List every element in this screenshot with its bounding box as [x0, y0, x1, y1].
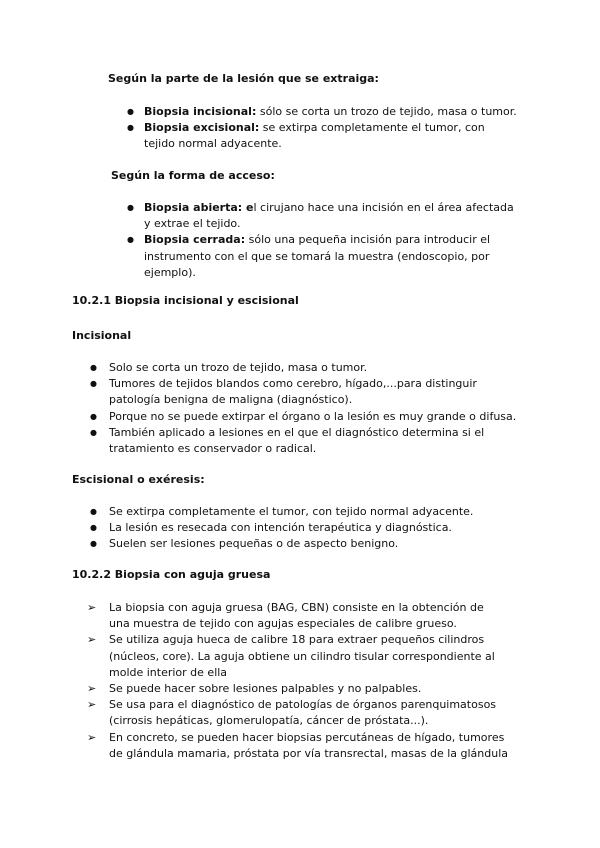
list-item: ● Solo se corta un trozo de tejido, masa o tumor. — [109, 360, 529, 376]
list-aguja-gruesa — [109, 600, 529, 762]
list-escisional — [109, 504, 529, 553]
list-item — [144, 104, 524, 120]
list-item — [144, 232, 492, 281]
list-item: ➢ Se puede hacer sobre lesiones palpables y no palpables. — [109, 681, 529, 697]
list-parte-lesion — [144, 104, 524, 153]
list-item: ➢ En concreto, se pueden hacer biopsias percutáneas de hígado, tumores de glándula mamaria, próstata por vía transrectal, masas de la glándula — [109, 730, 521, 762]
heading-forma-acceso: Según la forma de acceso: — [111, 169, 275, 182]
list-item — [144, 120, 514, 152]
definition: l cirujano hace una incisión en el área afectada y extrae el tejido. — [144, 201, 514, 231]
list-item: ➢ Se usa para el diagnóstico de patologías de órganos parenquimatosos (cirrosis hepáticas, glomerulopatía, cáncer de próstata...). — [109, 697, 509, 729]
term: Biopsia excisional: — [144, 121, 260, 135]
list-incisional — [109, 360, 529, 457]
list-item: ● Tumores de tejidos blandos como cerebro, hígado,...para distinguir patología benigna de maligna (diagnóstico). — [109, 376, 529, 408]
heading-10-2-1: 10.2.1 Biopsia incisional y escisional — [72, 294, 299, 307]
list-forma-acceso — [144, 200, 516, 281]
heading-incisional: Incisional — [72, 329, 132, 342]
list-item: ● Se extirpa completamente el tumor, con tejido normal adyacente. — [109, 504, 529, 520]
term: Biopsia abierta: e — [144, 201, 254, 214]
list-item: ➢ Se utiliza aguja hueca de calibre 18 para extraer pequeños cilindros (núcleos, core). La aguja obtiene un cilindro tisular correspondiente al molde interior de ella — [109, 632, 529, 681]
term: Biopsia incisional: — [144, 105, 257, 118]
heading-10-2-2: 10.2.2 Biopsia con aguja gruesa — [72, 568, 271, 581]
term: Biopsia cerrada: — [144, 233, 246, 247]
list-item — [144, 200, 516, 232]
heading-parte-lesion: Según la parte de la lesión que se extraiga: — [108, 72, 379, 85]
list-item: ● Porque no se puede extirpar el órgano o la lesión es muy grande o difusa. — [109, 409, 529, 425]
list-item: ● Suelen ser lesiones pequeñas o de aspecto benigno. — [109, 536, 529, 552]
list-item: ➢ La biopsia con aguja gruesa (BAG, CBN) consiste en la obtención de una muestra de tejido con agujas especiales de calibre grueso. — [109, 600, 501, 632]
list-item: ● La lesión es resecada con intención terapéutica y diagnóstica. — [109, 520, 529, 536]
definition: se extirpa completamente el tumor, con tejido normal adyacente. — [144, 121, 485, 151]
definition: sólo una pequeña incisión para introducir el instrumento con el que se tomará la muestra (endoscopio, por ejemplo). — [144, 233, 491, 279]
list-item: ● También aplicado a lesiones en el que el diagnóstico determina si el tratamiento es conservador o radical. — [109, 425, 509, 457]
definition: sólo se corta un trozo de tejido, masa o tumor. — [256, 105, 517, 118]
heading-escisional: Escisional o exéresis: — [72, 473, 205, 486]
